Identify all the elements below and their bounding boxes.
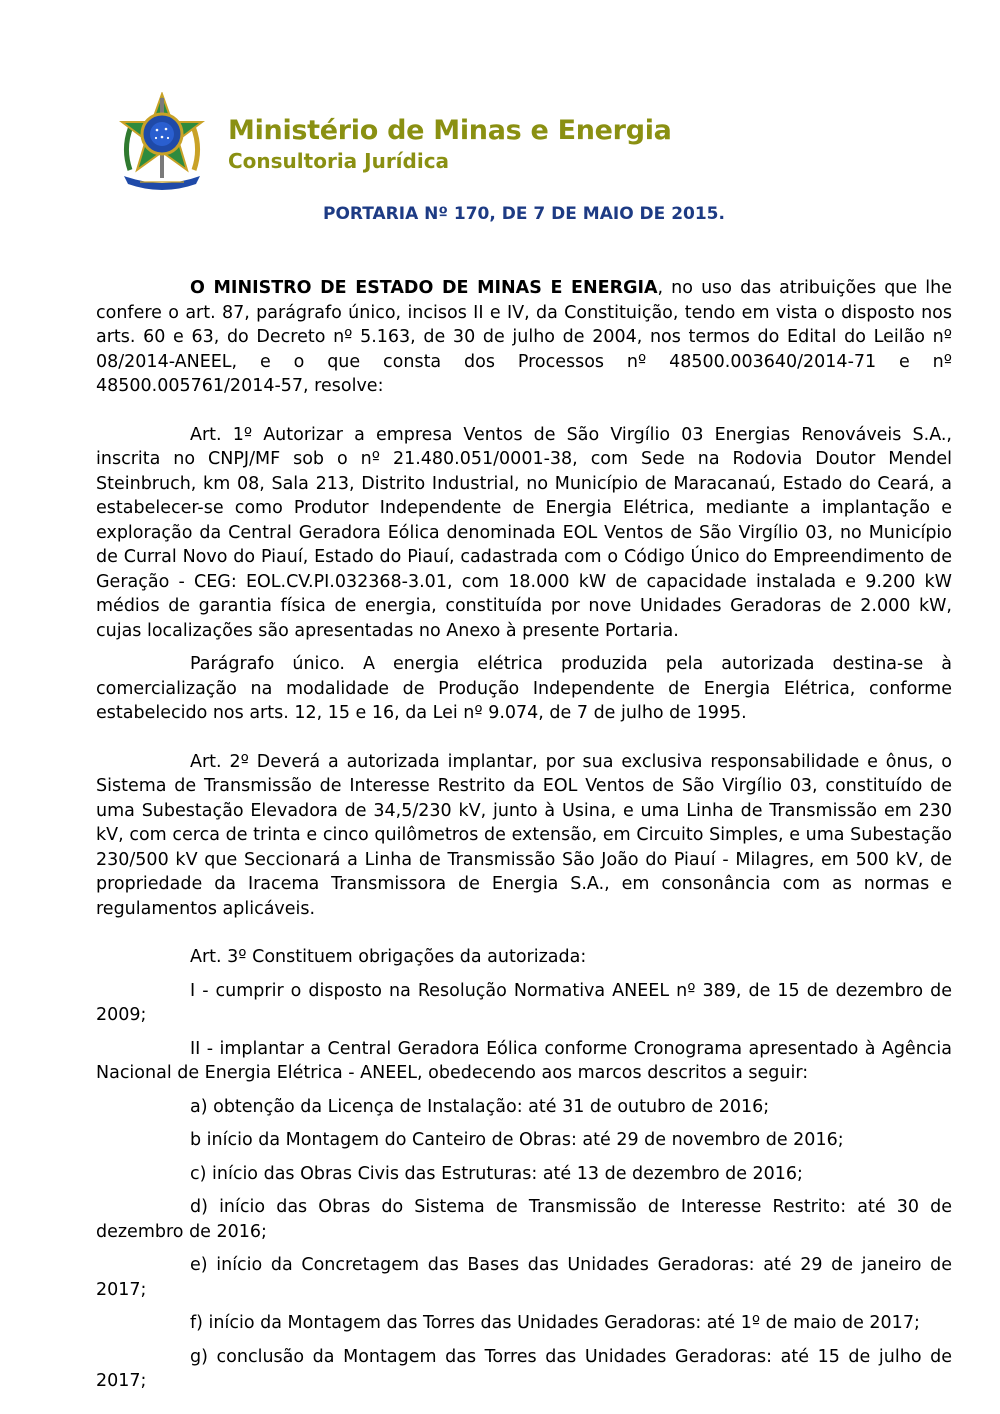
article-3-item-i: I - cumprir o disposto na Resolução Normativa ANEEL nº 389, de 15 de dezembro de 2009; — [96, 980, 952, 1025]
article-1-sole-paragraph: Parágrafo único. A energia elétrica produzida pela autorizada destina-se à comercialização na modalidade de Produção Independente de Energia Elétrica, conforme estabelecido nos arts. 12, 15 e 16, da Lei nº 9.074, de 7 de julho de 1995. — [96, 654, 952, 723]
preamble-text: , no uso das atribuições que lhe confere o art. 87, parágrafo único, incisos II e IV, da Constituição, tendo em vista o disposto nos arts. 60 e 63, do Decreto nº 5.163, de 30 de julho de 2004, nos termos do Edital do Leilão nº 08/2014-ANEEL, e o que consta dos Processos nº 48500.003640/2014-71 e nº 48500.005761/2014-57, resolve: — [96, 278, 952, 396]
preamble-authority: O MINISTRO DE ESTADO DE MINAS E ENERGIA — [190, 278, 658, 298]
milestone-item: e) início da Concretagem das Bases das Unidades Geradoras: até 29 de janeiro de 2017; — [96, 1255, 952, 1300]
milestone-item: g) conclusão da Montagem das Torres das Unidades Geradoras: até 15 de julho de 2017; — [96, 1346, 952, 1391]
document-title: PORTARIA Nº 170, DE 7 DE MAIO DE 2015. — [323, 204, 725, 224]
article-3-item-ii: II - implantar a Central Geradora Eólica conforme Cronograma apresentado à Agência Nacional de Energia Elétrica - ANEEL, obedecendo aos marcos descritos a seguir: — [96, 1038, 952, 1083]
milestone-item: d) início das Obras do Sistema de Transmissão de Interesse Restrito: até 30 de dezembro de 2016; — [96, 1197, 952, 1242]
ministry-name: Ministério de Minas e Energia — [228, 115, 672, 146]
unit-name: Consultoria Jurídica — [228, 149, 450, 173]
document-body — [96, 276, 952, 1394]
article-1: Art. 1º Autorizar a empresa Ventos de São Virgílio 03 Energias Renováveis S.A., inscrita no CNPJ/MF sob o nº 21.480.051/0001-38, com Sede na Rodovia Doutor Mendel Steinbruch, km 08, Sala 213, Distrito Industrial, no Município de Maracanaú, Estado do Ceará, a estabelecer-se como Produtor Independente de Energia Elétrica, mediante a implantação e exploração da Central Geradora Eólica denominada EOL Ventos de São Virgílio 03, no Município de Curral Novo do Piauí, Estado do Piauí, cadastrada com o Código Único do Empreendimento de Geração - CEG: EOL.CV.PI.032368-3.01, com 18.000 kW de capacidade instalada e 9.200 kW médios de garantia física de energia, constituída por nove Unidades Geradoras de 2.000 kW, cujas localizações são apresentadas no Anexo à presente Portaria. — [96, 424, 952, 641]
milestone-item: f) início da Montagem das Torres das Unidades Geradoras: até 1º de maio de 2017; — [190, 1313, 920, 1333]
coat-of-arms-icon — [112, 92, 212, 192]
milestone-item: c) início das Obras Civis das Estruturas: até 13 de dezembro de 2016; — [190, 1163, 803, 1184]
article-2: Art. 2º Deverá a autorizada implantar, por sua exclusiva responsabilidade e ônus, o Sistema de Transmissão de Interesse Restrito da EOL Ventos de São Virgílio 03, constituído de uma Subestação Elevadora de 34,5/230 kV, junto à Usina, e uma Linha de Transmissão em 230 kV, com cerca de trinta e cinco quilômetros de extensão, em Circuito Simples, e uma Subestação 230/500 kV que Seccionará a Linha de Transmissão São João do Piauí - Milagres, em 500 kV, de propriedade da Iracema Transmissora de Energia S.A., em consonância com as normas e regulamentos aplicáveis. — [96, 751, 952, 919]
article-3: Art. 3º Constituem obrigações da autorizada: — [190, 947, 587, 967]
milestone-item: b início da Montagem do Canteiro de Obras: até 29 de novembro de 2016; — [190, 1130, 844, 1150]
preamble-paragraph — [96, 276, 952, 399]
milestone-item: a) obtenção da Licença de Instalação: até 31 de outubro de 2016; — [190, 1096, 770, 1117]
